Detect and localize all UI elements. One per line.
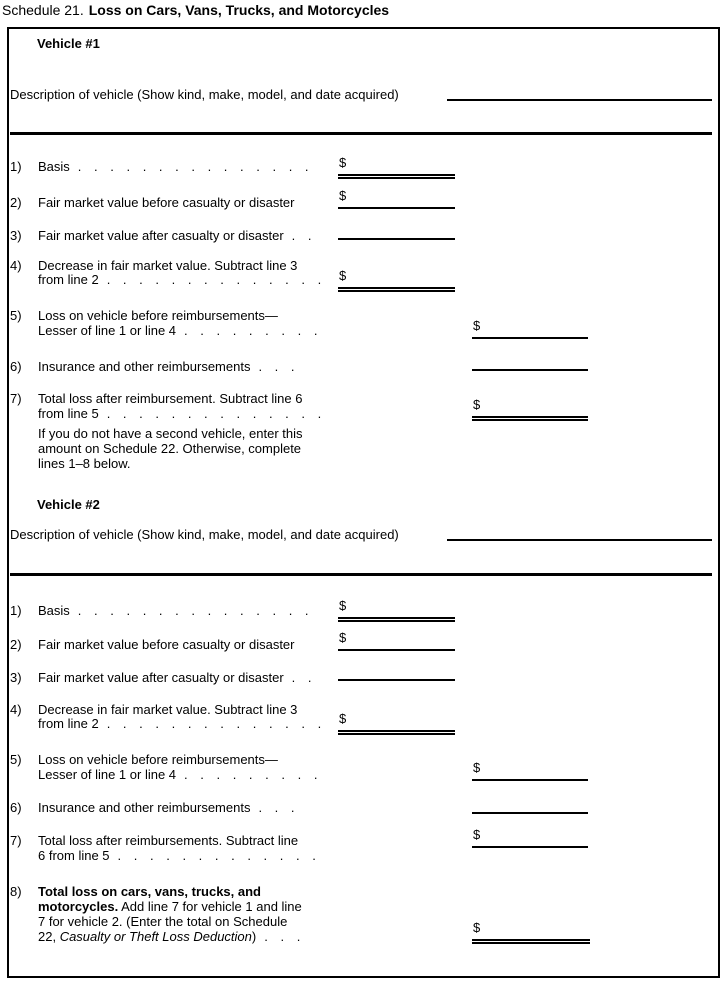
v2-row7-amount-field[interactable]	[472, 828, 588, 848]
v1-row1-label: Basis . . . . . . . . . . . . . . .	[38, 159, 309, 174]
v2-row4-label-line1: Decrease in fair market value. Subtract line 3	[38, 702, 298, 717]
v1-row3-number: 3)	[10, 228, 22, 243]
v2-row8-label-line1: Total loss on cars, vans, trucks, and	[38, 884, 261, 899]
v1-description-label: Description of vehicle (Show kind, make, model, and date acquired)	[10, 87, 399, 102]
v2-row7-number: 7)	[10, 833, 22, 848]
leader-dots: . .	[291, 228, 312, 243]
v2-section-divider-rule	[10, 573, 712, 576]
v2-row2-amount-field[interactable]	[338, 631, 455, 651]
v1-row7-number: 7)	[10, 391, 22, 406]
dollar-sign: $	[473, 920, 481, 935]
v2-row6-number: 6)	[10, 800, 22, 815]
v2-row1-number: 1)	[10, 603, 22, 618]
vehicle2-heading: Vehicle #2	[37, 497, 100, 512]
schedule-22-reference-italic: Casualty or Theft Loss Deduction	[59, 929, 252, 944]
vehicle1-heading: Vehicle #1	[37, 36, 100, 51]
v2-description-label: Description of vehicle (Show kind, make, model, and date acquired)	[10, 527, 399, 542]
v2-row8-label-line2: motorcycles. Add line 7 for vehicle 1 and line	[38, 899, 302, 914]
v2-row6-amount-field[interactable]	[472, 794, 588, 814]
v1-row5-label-line2: Lesser of line 1 or line 4 . . . . . . . . .	[38, 323, 318, 338]
dollar-sign: $	[339, 268, 347, 283]
v2-row8-number: 8)	[10, 884, 22, 899]
v1-row7-label-line2: from line 5 . . . . . . . . . . . . . .	[38, 406, 322, 421]
leader-dots: . . . . . . . . . . . . . . .	[77, 159, 309, 174]
leader-dots: . . . . . . . . . . . . . .	[106, 406, 322, 421]
dollar-sign: $	[339, 188, 347, 203]
dollar-sign: $	[473, 397, 481, 412]
v1-row1-number: 1)	[10, 159, 22, 174]
v1-row3-label: Fair market value after casualty or disaster . .	[38, 228, 312, 243]
v1-note-line1: If you do not have a second vehicle, enter this	[38, 426, 303, 441]
v2-row5-number: 5)	[10, 752, 22, 767]
v2-row5-amount-field[interactable]	[472, 761, 588, 781]
leader-dots: . . .	[258, 359, 295, 374]
v1-row1-amount-field[interactable]	[338, 156, 455, 176]
v2-row7-label-line2: 6 from line 5 . . . . . . . . . . . . .	[38, 848, 316, 863]
v1-row5-amount-field[interactable]	[472, 319, 588, 339]
v1-row4-amount-field[interactable]	[338, 269, 455, 289]
v2-row4-label-line2: from line 2 . . . . . . . . . . . . . .	[38, 716, 322, 731]
v1-note-line2: amount on Schedule 22. Otherwise, complete	[38, 441, 302, 456]
v1-row4-label-line2: from line 2 . . . . . . . . . . . . . .	[38, 272, 322, 287]
leader-dots: . . . . . . . . . . . . .	[117, 848, 316, 863]
v2-row8-label-line3: 7 for vehicle 2. (Enter the total on Schedule	[38, 914, 288, 929]
v2-row2-label: Fair market value before casualty or disaster	[38, 637, 295, 652]
dollar-sign: $	[339, 155, 347, 170]
v1-row7-amount-field[interactable]	[472, 398, 588, 418]
v2-row8-label-line4: 22, Casualty or Theft Loss Deduction) . . .	[38, 929, 301, 944]
v2-row4-amount-field[interactable]	[338, 712, 455, 732]
dollar-sign: $	[339, 711, 347, 726]
leader-dots: . . .	[258, 800, 295, 815]
dollar-sign: $	[339, 630, 347, 645]
leader-dots: . . .	[264, 929, 301, 944]
v1-row5-label-line1: Loss on vehicle before reimbursements—	[38, 308, 278, 323]
v2-row3-amount-field[interactable]	[338, 661, 455, 681]
v2-row7-label-line1: Total loss after reimbursements. Subtract line	[38, 833, 299, 848]
v1-row5-number: 5)	[10, 308, 22, 323]
v2-description-entry-line[interactable]	[447, 539, 712, 541]
dollar-sign: $	[473, 760, 481, 775]
v1-row4-number: 4)	[10, 258, 22, 273]
leader-dots: . . . . . . . . . . . . . .	[106, 272, 322, 287]
leader-dots: . . . . . . . . .	[184, 767, 318, 782]
form-title-prefix: Schedule 21.	[2, 2, 84, 18]
v2-row6-label: Insurance and other reimbursements . . .	[38, 800, 295, 815]
v1-note-line3: lines 1–8 below.	[38, 456, 131, 471]
v1-section-divider-rule	[10, 132, 712, 135]
form-title-main: Loss on Cars, Vans, Trucks, and Motorcycles	[88, 2, 390, 18]
dollar-sign: $	[473, 827, 481, 842]
form-title	[2, 2, 389, 18]
v2-row4-number: 4)	[10, 702, 22, 717]
v1-row2-number: 2)	[10, 195, 22, 210]
v2-row3-label: Fair market value after casualty or disaster . .	[38, 670, 312, 685]
v2-row5-label-line1: Loss on vehicle before reimbursements—	[38, 752, 278, 767]
v2-row8-amount-field[interactable]	[472, 921, 590, 941]
v1-row6-amount-field[interactable]	[472, 351, 588, 371]
dollar-sign: $	[473, 318, 481, 333]
dollar-sign: $	[339, 598, 347, 613]
v2-row3-number: 3)	[10, 670, 22, 685]
leader-dots: . . . . . . . . . . . . . . .	[77, 603, 309, 618]
v1-row7-label-line1: Total loss after reimbursement. Subtract line 6	[38, 391, 303, 406]
v2-row1-amount-field[interactable]	[338, 599, 455, 619]
v2-row2-number: 2)	[10, 637, 22, 652]
leader-dots: . . . . . . . . .	[184, 323, 318, 338]
v2-row1-label: Basis . . . . . . . . . . . . . . .	[38, 603, 309, 618]
leader-dots: . .	[291, 670, 312, 685]
leader-dots: . . . . . . . . . . . . . .	[106, 716, 322, 731]
v1-row2-amount-field[interactable]	[338, 189, 455, 209]
v2-row5-label-line2: Lesser of line 1 or line 4 . . . . . . . . .	[38, 767, 318, 782]
v1-description-entry-line[interactable]	[447, 99, 712, 101]
v1-row3-amount-field[interactable]	[338, 220, 455, 240]
v1-row4-label-line1: Decrease in fair market value. Subtract line 3	[38, 258, 298, 273]
v1-row6-label: Insurance and other reimbursements . . .	[38, 359, 295, 374]
v1-row6-number: 6)	[10, 359, 22, 374]
v1-row2-label: Fair market value before casualty or disaster	[38, 195, 295, 210]
